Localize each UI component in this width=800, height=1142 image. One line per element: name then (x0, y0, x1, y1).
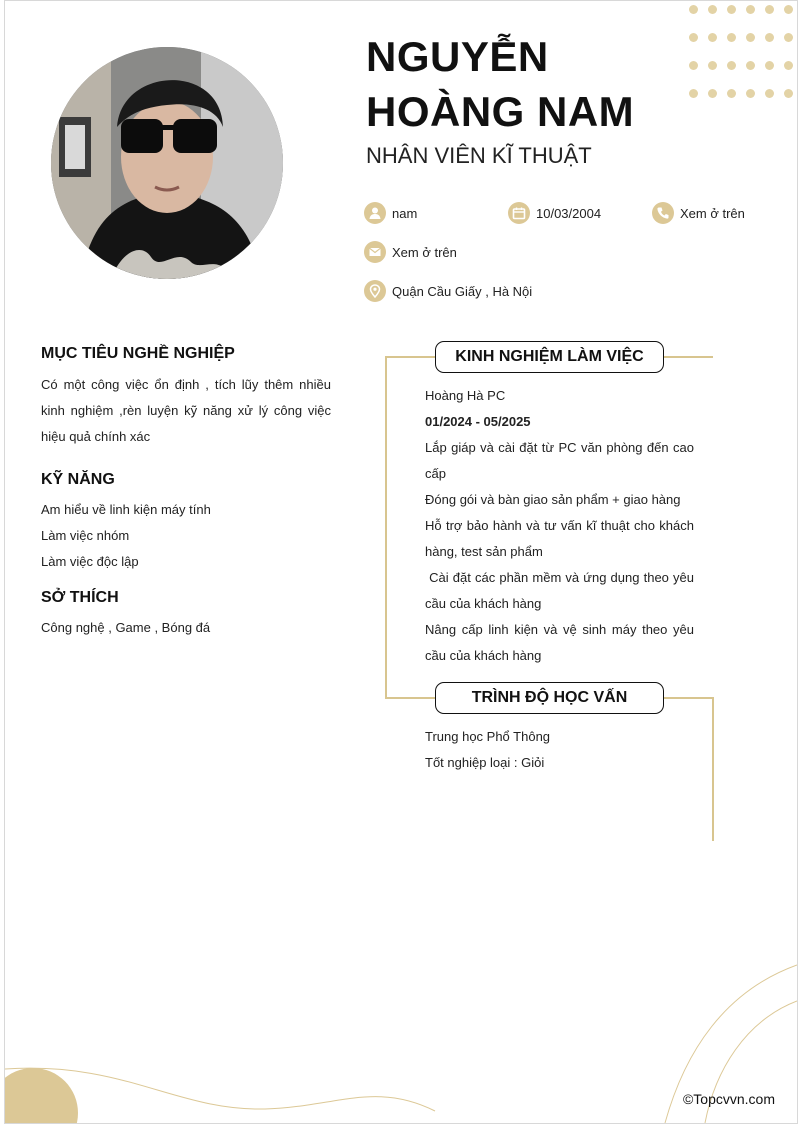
objective-title: MỤC TIÊU NGHỀ NGHIỆP (41, 345, 235, 362)
skills-title: KỸ NĂNG (41, 471, 115, 488)
info-birthday (508, 202, 601, 224)
connector-line (385, 356, 387, 698)
experience-duty: Lắp giáp và cài đặt từ PC văn phòng đến cao cấp (425, 440, 694, 481)
job-title: NHÂN VIÊN KĨ THUẬT (366, 143, 592, 168)
email-value: Xem ở trên (392, 244, 457, 260)
gender-value: nam (392, 205, 418, 221)
experience-company: Hoàng Hà PC (425, 388, 506, 403)
phone-value: Xem ở trên (680, 205, 745, 221)
mail-icon (364, 241, 386, 263)
copyright-footer: ©Topcvvn.com (682, 1091, 775, 1107)
connector-line (663, 697, 713, 699)
birthday-value: 10/03/2004 (536, 205, 602, 221)
location-icon (364, 280, 386, 302)
address-value: Quận Cầu Giấy , Hà Nội (392, 283, 533, 299)
hobbies-text: Công nghệ , Game , Bóng đá (41, 620, 211, 635)
connector-line (712, 697, 714, 841)
info-address (364, 280, 532, 302)
calendar-icon (508, 202, 530, 224)
user-icon (364, 202, 386, 224)
experience-period: 01/2024 - 05/2025 (425, 414, 531, 429)
objective-text: Có một công việc ổn định , tích lũy thêm nhiều kinh nghiệm ,rèn luyện kỹ năng xử lý công việc hiệu quả chính xác (41, 377, 331, 444)
decorative-curves (5, 961, 797, 1123)
name-line-1: NGUYỄN (366, 33, 549, 80)
info-email (364, 241, 457, 263)
experience-duty: Cài đặt các phần mềm và ứng dụng theo yêu cầu của khách hàng (425, 570, 698, 611)
skill-item: Am hiểu về linh kiện máy tính (41, 502, 211, 517)
connector-line (385, 697, 435, 699)
education-school: Trung học Phổ Thông (425, 729, 551, 744)
dot-pattern (689, 5, 798, 105)
education-result: Tốt nghiệp loại : Giỏi (425, 755, 545, 770)
full-name (366, 29, 634, 139)
experience-duty: Hỗ trợ bảo hành và tư vấn kĩ thuật cho khách hàng, test sản phẩm (425, 518, 694, 559)
hobbies-title: SỞ THÍCH (41, 589, 119, 606)
education-title: TRÌNH ĐỘ HỌC VẤN (435, 682, 664, 714)
connector-line (663, 356, 713, 358)
experience-title: KINH NGHIỆM LÀM VIỆC (435, 341, 664, 373)
info-gender (364, 202, 417, 224)
cv-page (4, 0, 798, 1124)
skill-item: Làm việc độc lập (41, 554, 139, 569)
experience-duty: Đóng gói và bàn giao sản phẩm + giao hàng (425, 492, 681, 507)
connector-line (385, 356, 435, 358)
name-line-2: HOÀNG NAM (366, 88, 635, 135)
phone-icon (652, 202, 674, 224)
skill-item: Làm việc nhóm (41, 528, 130, 543)
experience-duty: Nâng cấp linh kiện và vệ sinh máy theo yêu cầu của khách hàng (425, 622, 694, 663)
avatar-photo (51, 47, 283, 279)
info-phone (652, 202, 745, 224)
